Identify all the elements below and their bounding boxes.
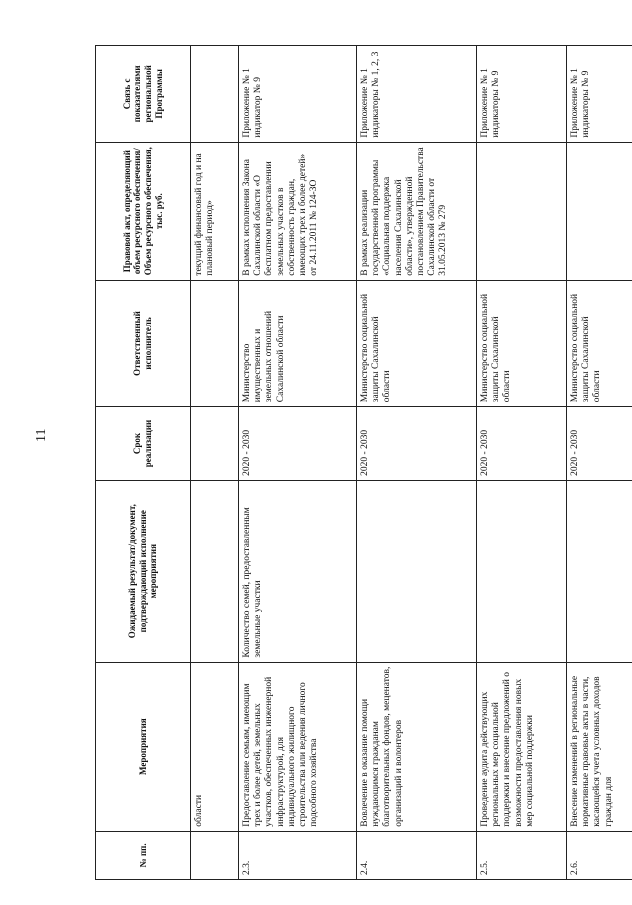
- header-link: Связь с показателями региональной Программы: [96, 46, 191, 143]
- table-row: [567, 46, 632, 880]
- cell-act: [567, 142, 632, 280]
- header-act: Правовой акт, определяющий объем ресурсного обеспечения/Объем ресурсного обеспечения, тыс. руб.: [96, 142, 191, 280]
- page-number: 11: [34, 428, 49, 442]
- rotated-table-wrapper: [95, 45, 614, 880]
- cell-result: Количество семей, предоставленным земельные участки: [239, 480, 357, 662]
- cell-result: [567, 480, 632, 662]
- table-row: [239, 46, 357, 880]
- header-num: № пп.: [96, 831, 191, 879]
- table-row: [357, 46, 477, 880]
- cell-link: Приложение № 1 индикаторы № 9: [477, 46, 567, 143]
- cell-num: 2.6.: [567, 831, 632, 879]
- cell-act: [477, 142, 567, 280]
- cell-period: 2020 - 2030: [357, 407, 477, 481]
- cell-num: 2.4.: [357, 831, 477, 879]
- header-executor: Ответственный исполнитель: [96, 280, 191, 407]
- table-row: [477, 46, 567, 880]
- cell-link: [191, 46, 239, 143]
- cell-executor: Министерство социальной защиты Сахалинской области: [477, 280, 567, 407]
- cell-link: Приложение № 1 индикаторы № 9: [567, 46, 632, 143]
- cell-link: Приложение № 1 индикаторы № 1, 2, 3: [357, 46, 477, 143]
- cell-period: [191, 407, 239, 481]
- cell-result: [477, 480, 567, 662]
- cell-event: Вовлечение в оказание помощи нуждающимся гражданам благотворительных фондов, меценатов, организаций и волонтеров: [357, 662, 477, 831]
- table-row: [191, 46, 239, 880]
- header-period: Срок реализации: [96, 407, 191, 481]
- cell-executor: Министерство социальной защиты Сахалинской области: [357, 280, 477, 407]
- cell-result: [191, 480, 239, 662]
- cell-event: Проведение аудита действующих региональных мер социальной поддержки и внесение предложений о возможности предоставления новых мер социальной поддержки: [477, 662, 567, 831]
- cell-period: 2020 - 2030: [477, 407, 567, 481]
- cell-act: В рамках исполнения Закона Сахалинской области «О бесплатном предоставлении земельных участков в собственность граждан, имеющих трех и более детей» от 24.11.2011 № 124-ЗО: [239, 142, 357, 280]
- header-result: Ожидаемый результат/документ, подтверждающий исполнение мероприятия: [96, 480, 191, 662]
- cell-period: 2020 - 2030: [567, 407, 632, 481]
- cell-period: 2020 - 2030: [239, 407, 357, 481]
- cell-executor: [191, 280, 239, 407]
- cell-link: Приложение № 1 индикатор № 9: [239, 46, 357, 143]
- cell-act: В рамках реализации государственной программы «Социальная поддержка населения Сахалинской области», утвержденной постановлением Правительства Сахалинской области от 31.05.2013 № 279: [357, 142, 477, 280]
- measures-table: [95, 45, 632, 880]
- cell-num: 2.5.: [477, 831, 567, 879]
- cell-num: 2.3.: [239, 831, 357, 879]
- cell-executor: Министерство социальной защиты Сахалинской области: [567, 280, 632, 407]
- cell-num: [191, 831, 239, 879]
- cell-event: Внесение изменений в региональные нормативные правовые акты в части, касающейся учета условных доходов граждан для: [567, 662, 632, 831]
- table-header-row: [96, 46, 191, 880]
- header-event: Мероприятия: [96, 662, 191, 831]
- cell-executor: Министерство имущественных и земельных отношений Сахалинской области: [239, 280, 357, 407]
- cell-result: [357, 480, 477, 662]
- cell-act: текущий финансовый год и на плановый период»: [191, 142, 239, 280]
- cell-event: Предоставление семьям, имеющим трех и более детей, земельных участков, обеспеченных инженерной инфраструктурой, для индивидуального жилищного строительства или ведения личного подсобного хозяйства: [239, 662, 357, 831]
- cell-event: области: [191, 662, 239, 831]
